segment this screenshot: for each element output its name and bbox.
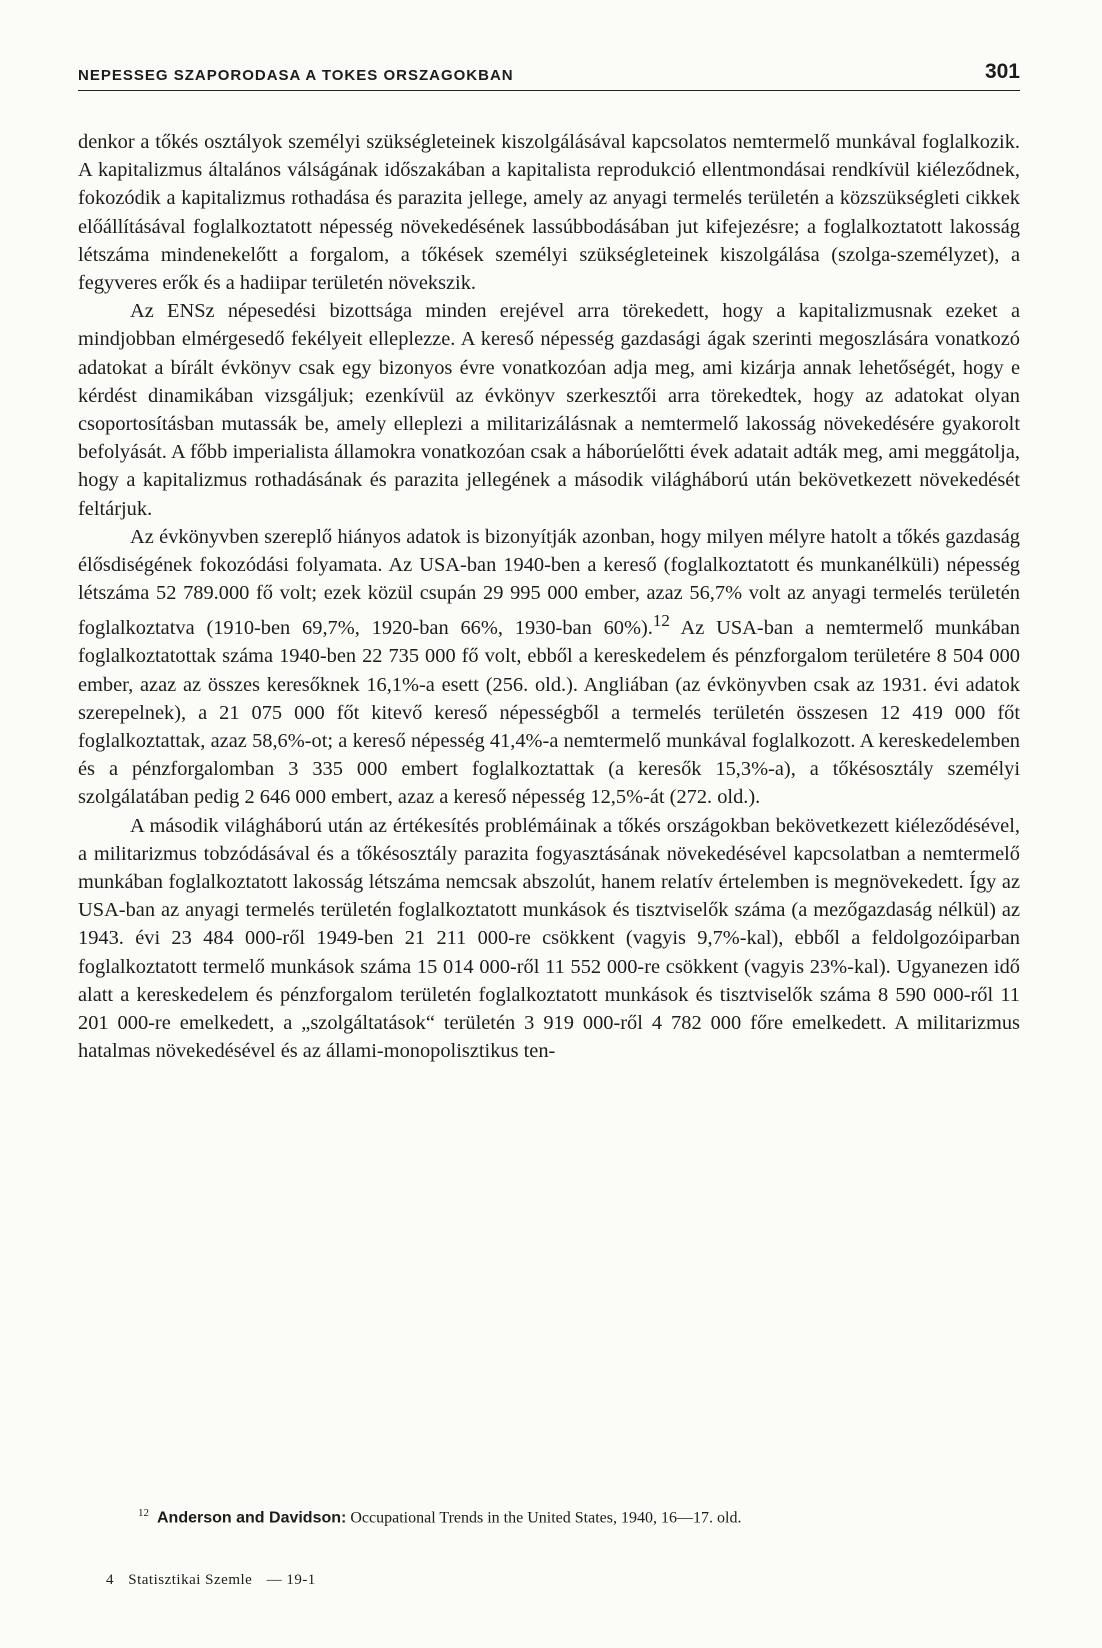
sheet-number: 4	[106, 1572, 114, 1588]
signature-code: — 19-1	[266, 1572, 316, 1588]
printer-signature	[106, 1572, 326, 1589]
paragraph-4: A második világháború után az értékesítés problémáinak a tőkés országokban bekövetkezett kiéleződésével, a militarizmus tobzódásával és a tőkésosztály parazita fogyasztásának növekedésével kapcsolatban a nemtermelő munkában foglalkoztatott lakosság létszáma nemcsak abszolút, hanem relatív értelemben is megnövekedett. Így az USA-ban az anyagi termelés területén foglalkoztatott munkások és tisztviselők száma (a mezőgazdaság nélkül) az 1943. évi 23 484 000-ről 1949-ben 21 211 000-re csökkent (vagyis 9,7%-kal), ebből a feldolgozóiparban foglalkoztatott termelő munkások száma 15 014 000-ről 11 552 000-re csökkent (vagyis 23%-kal). Ugyanezen idő alatt a kereskedelem és pénzforgalom területén foglalkoztatott munkások és tisztviselők száma 8 590 000-ről 11 201 000-re emelkedett, a „szolgáltatások“ területén 3 919 000-ről 4 782 000 főre emelkedett. A militarizmus hatalmas növekedésével és az állami-monopolisztikus ten-	[78, 814, 1020, 1063]
footnote	[138, 1503, 1028, 1528]
footnote-text: Occupational Trends in the United States, 1940, 16—17. old.	[346, 1509, 742, 1527]
page-header	[78, 60, 1020, 91]
page-number: 301	[984, 60, 1020, 83]
paragraph-1: denkor a tőkés osztályok személyi szükségleteinek kiszolgálásával kapcsolatos nemtermelő munkával foglalkozik. A kapitalizmus általános válságának időszakában a kapitalista reprodukció ellentmondásai rendkívül kiéleződnek, fokozódik a kapitalizmus rothadása és parazita jellege, amely az anyagi termelés területén a közszükségleti cikkek előállításával foglalkoztatott népesség növekedésének lassúbbodásában jut kifejezésre; a foglalkoztatott lakosság létszáma mindenekelőtt a forgalom, a tőkések személyi szükségleteinek kiszolgálása (szolga-személyzet), a fegyveres erők és a hadiipar területén növekszik.	[78, 131, 1020, 295]
footnote-authors: Anderson and Davidson:	[157, 1509, 347, 1527]
paragraph-3-continuation: Az USA-ban a nemtermelő munkában foglalkoztatottak száma 1940-ben 22 735 000 fő volt, ebből a kereskedelem és pénzforgalom területére 8 504 000 ember, azaz az összes keresőknek 16,1%-a esett (256. old.). Angliában (az évkönyvben csak az 1931. évi adatok szerepelnek), a 21 075 000 főt kitevő kereső népességből a termelés területén összesen 12 419 000 főt foglalkoztattak, azaz 58,6%-ot; a kereső népesség 41,4%-a nemtermelő munkával foglalkozott. A kereskedelemben és a pénzforgalomban 3 335 000 embert foglalkoztattak (a keresők 15,3%-a), a tőkésosztály személyi szolgálatában pedig 2 646 000 embert, azaz a kereső népesség 12,5%-át (272. old.).	[78, 617, 1020, 809]
paragraph-3	[78, 523, 1020, 812]
journal-name: Statisztikai Szemle	[128, 1572, 253, 1588]
footnote-reference[interactable]: 12	[652, 611, 670, 631]
running-title: NEPESSEG SZAPORODASA A TOKES ORSZAGOKBAN	[78, 67, 514, 84]
footnote-number: 12	[138, 1507, 149, 1519]
paragraph-3-text: Az évkönyvben szereplő hiányos adatok is bizonyítják azonban, hogy milyen mélyre hatolt a tőkés gazdaság élősdiségének fokozódási folyamata. Az USA-ban 1940-ben a kereső (foglalkoztatott és munkanélküli) népesség létszáma 52 789.000 fő volt; ezek közül csupán 29 995 000 ember, azaz 56,7% volt az anyagi termelés területén foglalkoztatva (1910-ben 69,7%, 1920-ban 66%, 1930-ban 60%).	[78, 525, 1020, 640]
paragraph-2: Az ENSz népesedési bizottsága minden erejével arra törekedett, hogy a kapitalizmusnak ezeket a mindjobban elmérgesedő fekélyeit elleplezze. A kereső népesség gazdasági ágak szerinti megoszlására vonatkozó adatokat a bírált évkönyv csak egy bizonyos évre vonatkozóan adja meg, ami kizárja annak lehetőségét, hogy e kérdést dinamikában vizsgáljuk; ezenkívül az évkönyv szerkesztői arra törekedtek, hogy az adatokat olyan csoportosításban mutassák be, amely elleplezi a militarizálásnak a nemtermelő lakosság növekedésére gyakorolt befolyását. A főbb imperialista államokra vonatkozóan csak a háborúelőtti évek adatait adták meg, ami meggátolja, hogy a kapitalizmus rothadásának és parazita jellegének a második világháború után bekövetkezett növekedését feltárjuk.	[78, 300, 1020, 520]
body-text	[78, 128, 1020, 1066]
